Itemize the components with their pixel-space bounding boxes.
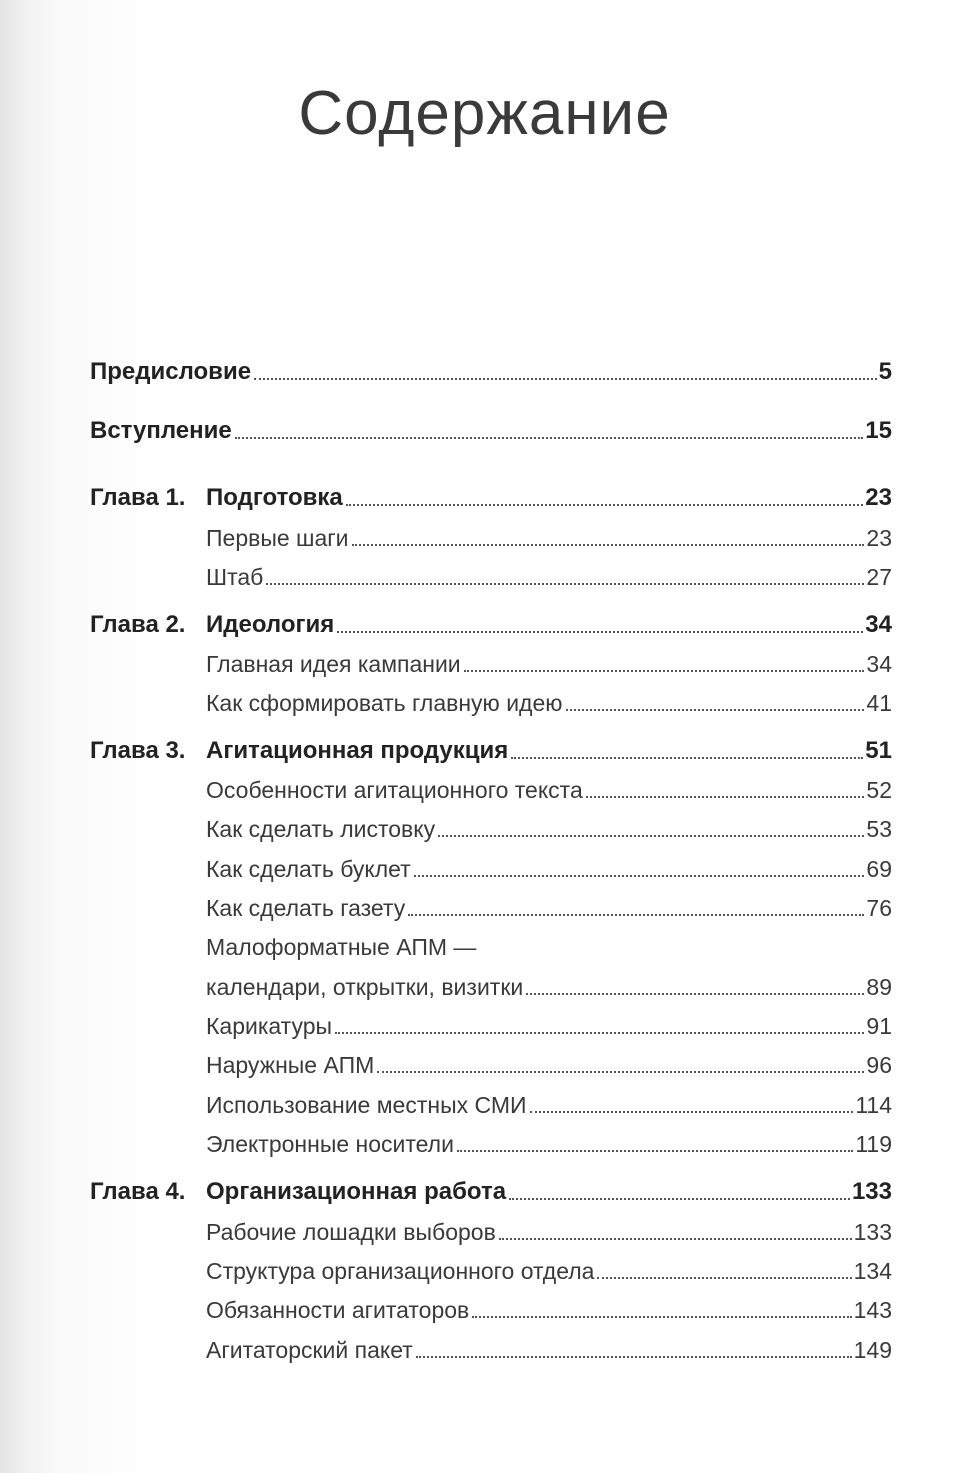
dot-leader bbox=[408, 914, 864, 916]
dot-leader bbox=[352, 544, 865, 546]
toc-page-number: 34 bbox=[866, 651, 892, 677]
dot-leader bbox=[337, 631, 863, 633]
toc-page-number: 133 bbox=[851, 1178, 892, 1205]
dot-leader bbox=[235, 437, 864, 439]
toc-entry-label: Как сделать газету bbox=[206, 895, 406, 921]
toc-page-number: 53 bbox=[866, 816, 892, 842]
toc-entry-label: Электронные носители bbox=[206, 1131, 454, 1157]
toc-page-number: 23 bbox=[866, 525, 892, 551]
dot-leader bbox=[509, 1198, 850, 1200]
toc-section-4-4[interactable] bbox=[206, 1328, 892, 1364]
toc-page-number: 89 bbox=[866, 974, 892, 1000]
dot-leader bbox=[414, 875, 865, 877]
toc-section-2-2[interactable] bbox=[206, 681, 892, 717]
toc-page-number: 15 bbox=[865, 417, 892, 444]
toc-entry-label: Предисловие bbox=[90, 358, 252, 385]
toc-chapter-1[interactable] bbox=[90, 476, 892, 512]
chapter-number: Глава 3. bbox=[90, 737, 186, 764]
toc-entry-label: Как сформировать главную идею bbox=[206, 690, 563, 716]
toc-chapter-2[interactable] bbox=[90, 603, 892, 639]
toc-page-number: 51 bbox=[865, 737, 892, 764]
toc-section-3-3[interactable] bbox=[206, 847, 892, 883]
toc-section-3-1[interactable] bbox=[206, 768, 892, 804]
toc-section-4-1[interactable] bbox=[206, 1210, 892, 1246]
dot-leader bbox=[472, 1316, 851, 1318]
toc-section-3-6[interactable] bbox=[206, 1004, 892, 1040]
toc-entry-label: Подготовка bbox=[206, 484, 343, 511]
toc-section-1-1[interactable] bbox=[206, 516, 892, 552]
dot-leader bbox=[335, 1032, 864, 1034]
dot-leader bbox=[346, 504, 864, 506]
toc-page-number: 149 bbox=[853, 1337, 892, 1363]
toc-entry-introduction[interactable] bbox=[90, 409, 892, 445]
toc-section-1-2[interactable] bbox=[206, 555, 892, 591]
toc-section-4-2[interactable] bbox=[206, 1249, 892, 1285]
toc-section-3-7[interactable] bbox=[206, 1043, 892, 1079]
toc-entry-label: Карикатуры bbox=[206, 1013, 333, 1039]
toc-section-3-8[interactable] bbox=[206, 1083, 892, 1119]
toc-page-number: 27 bbox=[866, 564, 892, 590]
toc-page-number: 134 bbox=[853, 1258, 892, 1284]
toc-section-3-5-line1[interactable] bbox=[206, 925, 476, 961]
toc-entry-label: Структура организационного отдела bbox=[206, 1258, 595, 1284]
toc-section-3-4[interactable] bbox=[206, 886, 892, 922]
toc-entry-label: Как сделать листовку bbox=[206, 816, 436, 842]
toc-page-number: 41 bbox=[866, 690, 892, 716]
toc-section-3-2[interactable] bbox=[206, 807, 892, 843]
dot-leader bbox=[377, 1071, 864, 1073]
toc-entry-label: Идеология bbox=[206, 611, 335, 638]
dot-leader bbox=[464, 670, 865, 672]
toc-entry-label: Как сделать буклет bbox=[206, 856, 411, 882]
dot-leader bbox=[597, 1277, 851, 1279]
toc-entry-label: Вступление bbox=[90, 417, 232, 444]
dot-leader bbox=[254, 378, 877, 380]
toc-page-number: 34 bbox=[865, 611, 892, 638]
toc-chapter-3[interactable] bbox=[90, 729, 892, 765]
toc-chapter-4[interactable] bbox=[90, 1170, 892, 1206]
toc-page-number: 23 bbox=[865, 484, 892, 511]
toc-entry-preface[interactable] bbox=[90, 350, 892, 386]
toc-entry-label: Малоформатные АПМ — bbox=[206, 934, 477, 960]
toc-section-3-5[interactable] bbox=[206, 965, 892, 1001]
chapter-number: Глава 2. bbox=[90, 611, 186, 638]
dot-leader bbox=[416, 1356, 852, 1358]
toc-section-2-1[interactable] bbox=[206, 642, 892, 678]
dot-leader bbox=[530, 1111, 854, 1113]
toc-entry-label: Особенности агитационного текста bbox=[206, 777, 583, 803]
toc-entry-label: Использование местных СМИ bbox=[206, 1092, 527, 1118]
chapter-number: Глава 1. bbox=[90, 484, 186, 511]
toc-page-number: 76 bbox=[866, 895, 892, 921]
toc-entry-label: Организационная работа bbox=[206, 1178, 507, 1205]
dot-leader bbox=[586, 796, 865, 798]
chapter-number: Глава 4. bbox=[90, 1178, 186, 1205]
dot-leader bbox=[438, 835, 864, 837]
toc-section-4-3[interactable] bbox=[206, 1288, 892, 1324]
toc-page-number: 119 bbox=[855, 1131, 892, 1157]
toc-entry-label: Рабочие лошадки выборов bbox=[206, 1219, 496, 1245]
toc-entry-label: Обязанности агитаторов bbox=[206, 1297, 470, 1323]
toc-page-number: 69 bbox=[866, 856, 892, 882]
toc-page-number: 52 bbox=[866, 777, 892, 803]
toc-entry-label: Агитационная продукция bbox=[206, 737, 509, 764]
toc-page-number: 96 bbox=[866, 1052, 892, 1078]
toc-page-number: 143 bbox=[853, 1297, 892, 1323]
dot-leader bbox=[526, 993, 864, 995]
toc-entry-label: Первые шаги bbox=[206, 525, 349, 551]
page-title: Содержание bbox=[298, 79, 671, 148]
toc-entry-label: календари, открытки, визитки bbox=[206, 974, 524, 1000]
toc-page-number: 5 bbox=[878, 358, 892, 385]
dot-leader bbox=[511, 757, 863, 759]
toc-entry-label: Агитаторский пакет bbox=[206, 1337, 413, 1363]
dot-leader bbox=[499, 1238, 852, 1240]
dot-leader bbox=[266, 583, 864, 585]
dot-leader bbox=[457, 1150, 853, 1152]
toc-page-number: 133 bbox=[853, 1219, 892, 1245]
toc-page-number: 114 bbox=[855, 1092, 892, 1118]
toc-entry-label: Штаб bbox=[206, 564, 264, 590]
toc-entry-label: Наружные АПМ bbox=[206, 1052, 375, 1078]
toc-entry-label: Главная идея кампании bbox=[206, 651, 461, 677]
dot-leader bbox=[566, 709, 865, 711]
toc-section-3-9[interactable] bbox=[206, 1122, 892, 1158]
toc-page-number: 91 bbox=[866, 1013, 892, 1039]
